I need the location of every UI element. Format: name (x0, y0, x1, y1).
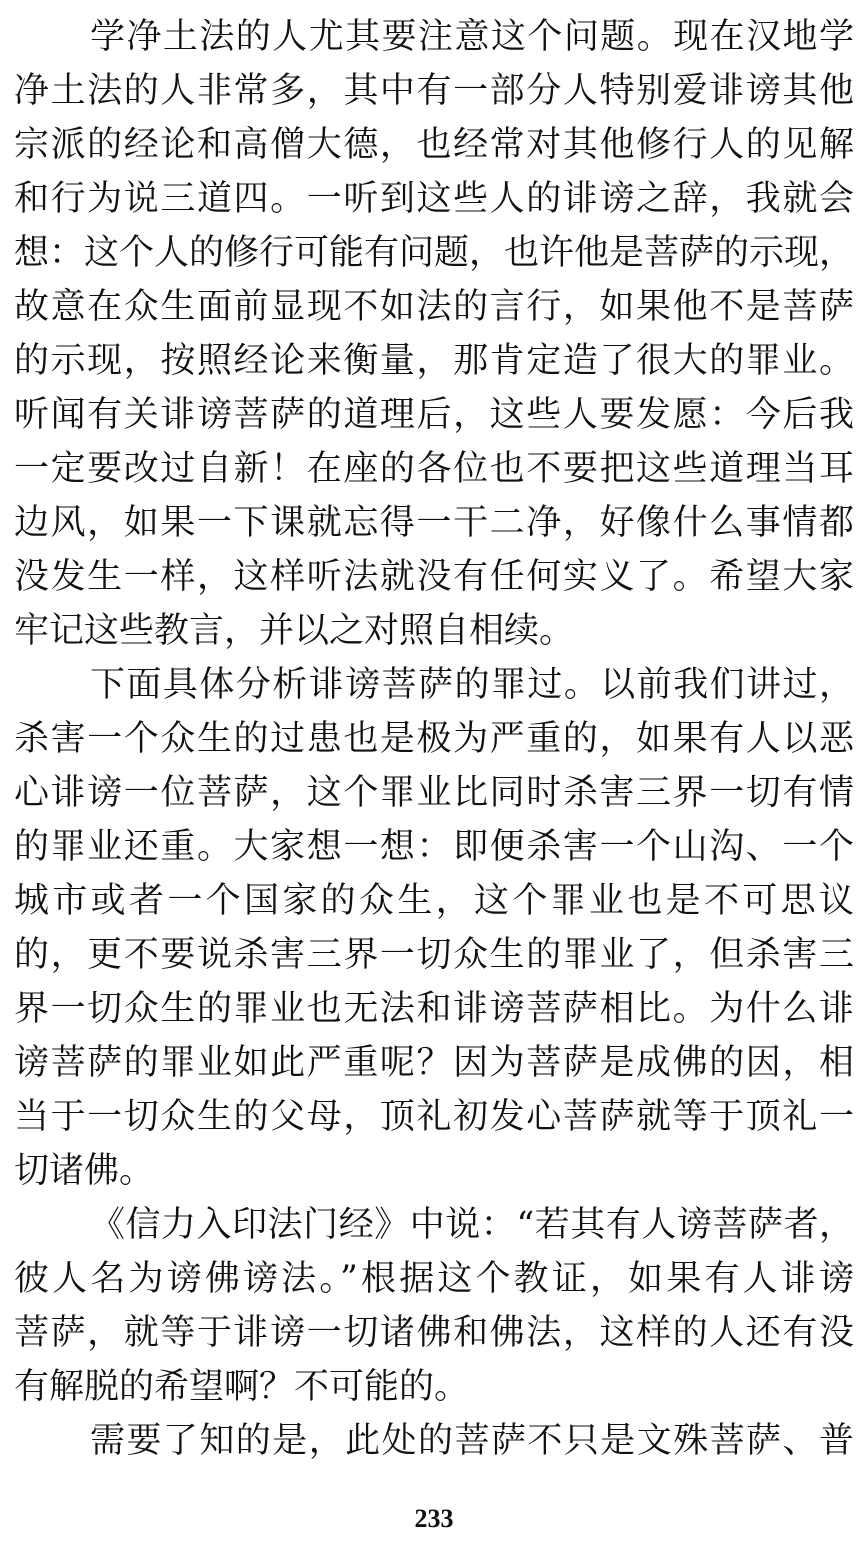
text-line-25: 菩萨，就等于诽谤一切诸佛和佛法，这样的人还有没 (14, 1313, 854, 1353)
text-line-7: 的示现，按照经论来衡量，那肯定造了很大的罪业。 (14, 341, 854, 381)
text-line-8: 听闻有关诽谤菩萨的道理后，这些人要发愿：今后我 (14, 395, 854, 435)
text-line-26: 有解脱的希望啊？不可能的。 (14, 1367, 470, 1407)
text-line-9: 一定要改过自新！在座的各位也不要把这些道理当耳 (14, 449, 854, 489)
text-line-15: 心诽谤一位菩萨，这个罪业比同时杀害三界一切有情 (14, 773, 854, 813)
text-line-12: 牢记这些教言，并以之对照自相续。 (14, 611, 575, 651)
text-line-2: 净土法的人非常多，其中有一部分人特别爱诽谤其他 (14, 71, 854, 111)
text-line-21: 当于一切众生的父母，顶礼初发心菩萨就等于顶礼一 (14, 1097, 854, 1137)
text-line-22: 切诸佛。 (14, 1151, 155, 1191)
text-line-27: 需要了知的是，此处的菩萨不只是文殊菩萨、普 (90, 1421, 854, 1461)
text-line-4: 和行为说三道四。一听到这些人的诽谤之辞，我就会 (14, 179, 854, 219)
page-number: 233 (414, 1504, 454, 1533)
text-line-23: 《信力入印法门经》中说：“若其有人谤菩萨者， (90, 1205, 854, 1245)
text-line-3: 宗派的经论和高僧大德，也经常对其他修行人的见解 (14, 125, 854, 165)
text-line-18: 的，更不要说杀害三界一切众生的罪业了，但杀害三 (14, 935, 854, 975)
text-line-20: 谤菩萨的罪业如此严重呢？因为菩萨是成佛的因，相 (14, 1043, 854, 1083)
text-line-1: 学净土法的人尤其要注意这个问题。现在汉地学 (90, 17, 854, 57)
text-line-19: 界一切众生的罪业也无法和诽谤菩萨相比。为什么诽 (14, 989, 854, 1029)
text-line-10: 边风，如果一下课就忘得一干二净，好像什么事情都 (14, 503, 854, 543)
text-line-14: 杀害一个众生的过患也是极为严重的，如果有人以恶 (14, 719, 854, 759)
text-line-13: 下面具体分析诽谤菩萨的罪过。以前我们讲过， (90, 665, 854, 705)
text-line-6: 故意在众生面前显现不如法的言行，如果他不是菩萨 (14, 287, 854, 327)
text-line-16: 的罪业还重。大家想一想：即便杀害一个山沟、一个 (14, 827, 854, 867)
text-line-17: 城市或者一个国家的众生，这个罪业也是不可思议 (14, 881, 854, 921)
text-line-24: 彼人名为谤佛谤法。”根据这个教证，如果有人诽谤 (14, 1259, 854, 1299)
text-line-11: 没发生一样，这样听法就没有任何实义了。希望大家 (14, 557, 854, 597)
text-line-5: 想：这个人的修行可能有问题，也许他是菩萨的示现， (14, 233, 854, 273)
